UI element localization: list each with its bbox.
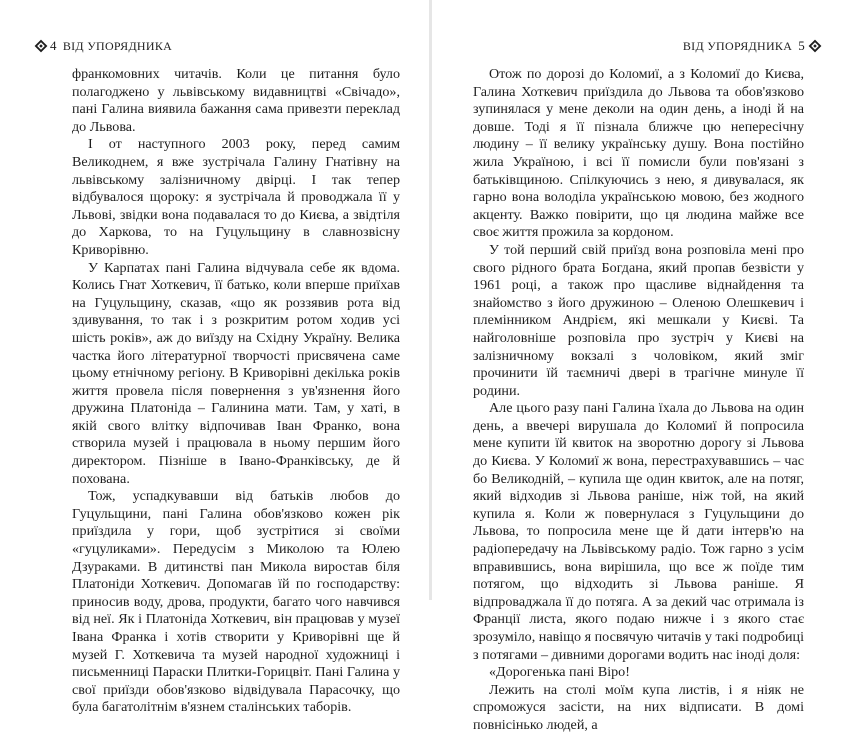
paragraph: Лежить на столі моїм купа листів, і я ніяк не спроможуся засісти, на них відписати. В домі повнісінько людей, а — [473, 681, 804, 733]
diamond-ornament-icon — [808, 39, 822, 53]
right-body-text — [473, 66, 804, 735]
right-page-number: 5 — [798, 38, 805, 53]
paragraph: Але цього разу пані Галина їхала до Львова на один день, а ввечері вирушала до Коломиї й попросила мене купити їй квиток на зворотню дорогу зі Львова до Києва. У Коломиї ж вона, перестрахувавшись – час бо Великодній, – купила ще один квиток, але на потяг, який відходив зі Львова раніше, ніж той, на який купила я. Коли ж повернулася з Гуцульщини до Львова, то попросила мене ще й дати інтерв'ю на радіопередачу на Львівському радіо. Тож гарно з усім вправившись, вона вирішила, що все ж поїде тим потягом, що відходить зі Львова раніше. Я відпроваджала її до потяга. А за декий час отримала із Франції листа, якого подаю нижче і з якого стає зрозуміло, навіщо я посвячую читачів у такі подробиці з потягами – дивними дорогами водить нас іноді доля: — [473, 400, 804, 663]
right-page — [432, 0, 859, 733]
right-running-head — [683, 38, 822, 54]
left-page-number: 4 — [50, 38, 57, 53]
left-body-text — [72, 66, 400, 717]
diamond-ornament-icon — [34, 39, 48, 53]
paragraph: І от наступного 2003 року, перед самим Великоднем, я вже зустрічала Галину Гнатівну на львівському залізничному двірці. І так тепер відбувалося щороку: я зустрічала й проводжала її у Львові, звідки вона подавалася то до Києва, а звідтіля до Харкова, то на Гуцульщину в славнозвісну Криворівню. — [72, 136, 400, 258]
left-running-head — [34, 38, 172, 54]
paragraph: У Карпатах пані Галина відчувала себе як вдома. Колись Гнат Хоткевич, її батько, коли вперше приїхав на Гуцульщину, сказав, «що як роззявив рота від здивування, то так і з розкритим ротом ходив усі шість років», аж до виїзду на Східну Україну. Велика частка його літературної творчості присвячена саме цьому етнічному регіону. В Криворівні декілька років життя провела після повернення з ув'язнення його дружина Платоніда – Галинина мати. Там, у хаті, в якій свого влітку відпочивав Іван Франко, вона створила музей і працювала в ньому першим його директором. Пізніше в Івано-Франківську, де й похована. — [72, 259, 400, 487]
paragraph: У той перший свій приїзд вона розповіла мені про свого рідного брата Богдана, який пропав безвісти у 1961 році, а також про щасливе віднайдення та знайомство з його дружиною – Оленою Олешкевич і племінником Андрієм, які мешкали у Києві. Та найголовніше розповіла про зустріч у Києві на залізничному вокзалі з чоловіком, який зміг прочинити їй таємничі двері в трагічне минуле її родини. — [473, 241, 804, 399]
left-running-head-title: ВІД УПОРЯДНИКА — [62, 38, 173, 53]
paragraph: Отож по дорозі до Коломиї, а з Коломиї до Києва, Галина Хоткевич приїздила до Львова та обов'язково зупинялася у мене деколи на один день, а іноді й на довше. Тоді я її пізнала ближче цю непересічну людину – її велику українську душу. Вона постійно жила Україною, і всі її помисли були пов'язані з батьківщиною. Спілкуючись з нею, я дивувалася, як гарно вона володіла українською мовою, без жодного акценту. Важко повірити, що ця людина майже все своє життя прожила за кордоном. — [473, 66, 804, 241]
left-page — [0, 0, 429, 716]
paragraph: Тож, успадкувавши від батьків любов до Гуцульщини, пані Галина обов'язково кожен рік приїздила у гори, щоб зустрітися зі своїми «гуцуликами». Передусім з Миколою та Юлею Дзураками. В дитинстві пан Микола виростав біля Платоніди Хоткевич. Допомагав їй по господарству: приносив воду, дрова, продукти, багато чого навчився від неї. Як і Платоніда Хоткевич, він працював у музеї Івана Франка і хотів створити у Криворівні ще й музей Г. Хоткевича та музей народної художниці і письменниці Параски Плитки-Горицвіт. Пані Галина у свої приїзди обов'язково відвідувала Парасочку, що була багатолітнім в'язнем сталінських таборів. — [72, 488, 400, 716]
paragraph: «Дорогенька пані Віро! — [489, 664, 630, 681]
paragraph: франкомовних читачів. Коли це питання було полагоджено у львівському видавництві «Свічадо», пані Галина виявила бажання сама привезти переклад до Львова. — [72, 66, 400, 135]
right-running-head-title: ВІД УПОРЯДНИКА — [682, 38, 793, 53]
